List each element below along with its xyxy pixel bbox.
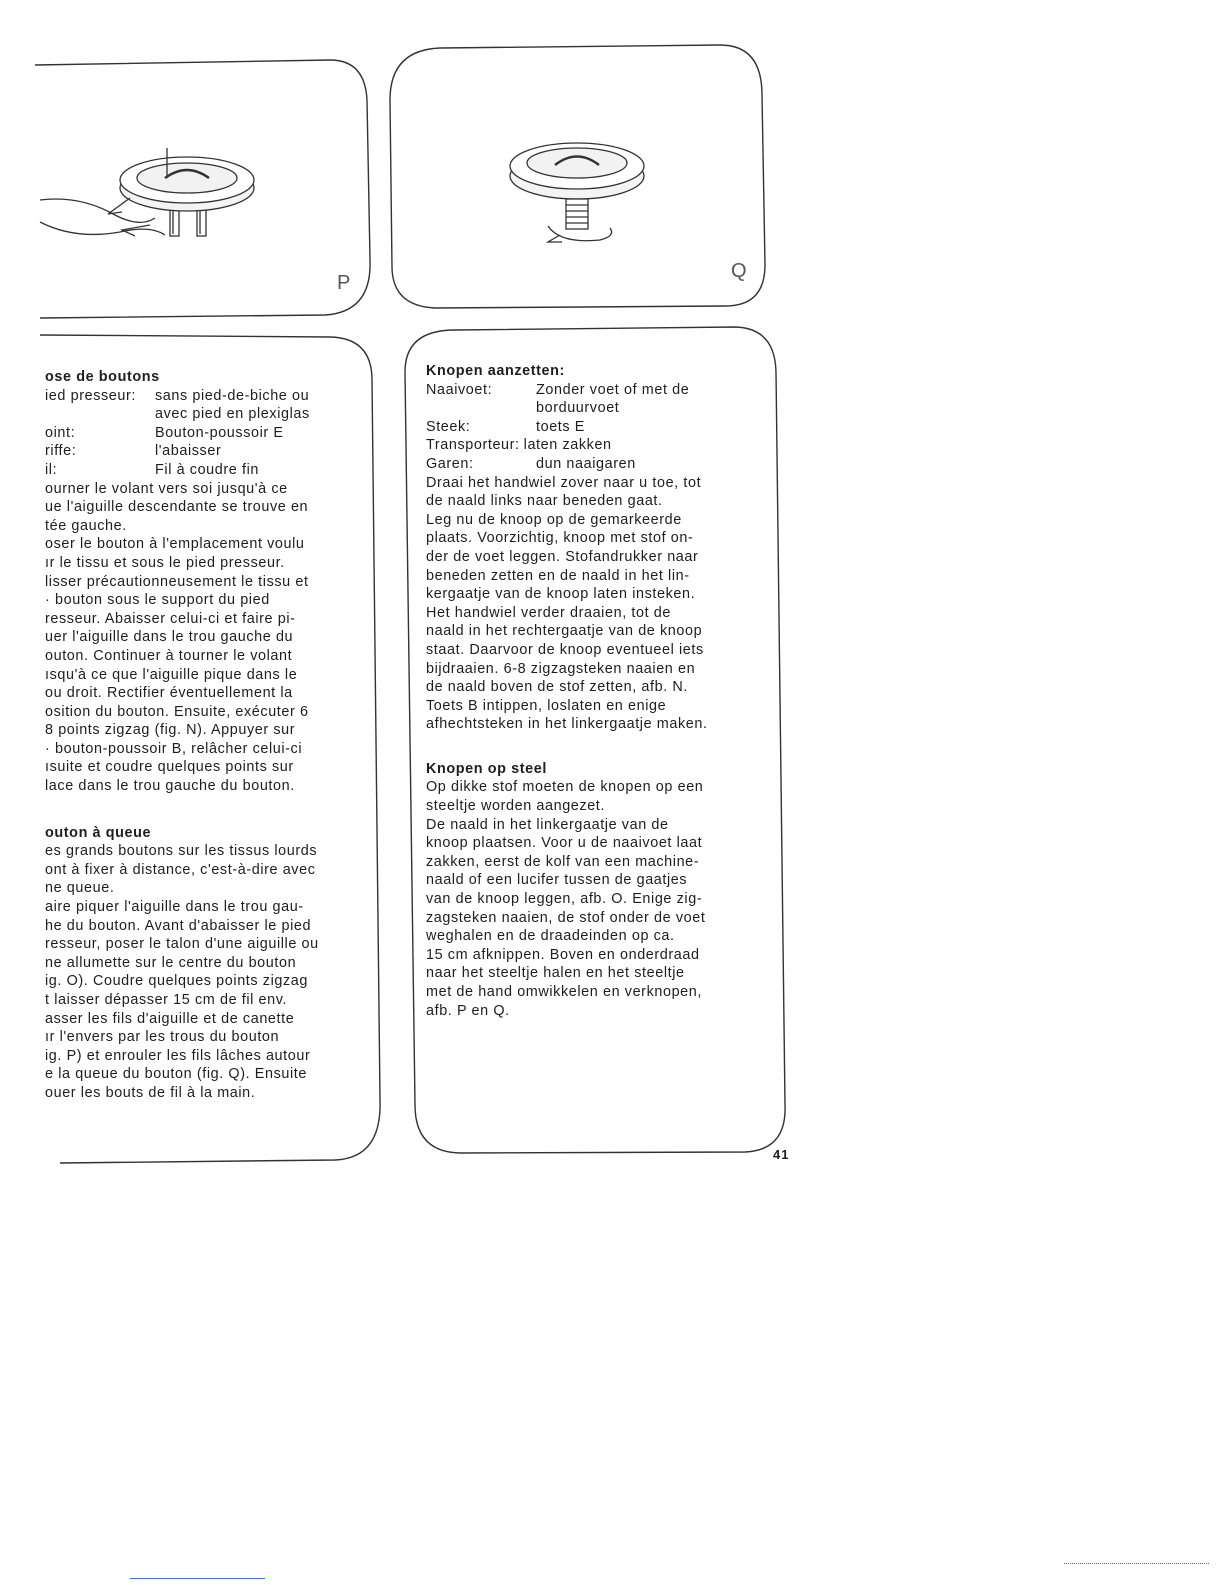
text-line: he du bouton. Avant d'abaisser le pied	[45, 917, 312, 934]
text-line: weghalen en de draadeinden op ca.	[426, 928, 675, 945]
text-line: afb. P en Q.	[426, 1002, 510, 1019]
scan-artifact-line	[130, 1578, 265, 1579]
left-heading: ose de boutons	[45, 369, 160, 385]
spec-value: borduurvoet	[536, 400, 620, 417]
left-text-column	[45, 368, 380, 1103]
right-text-column	[426, 362, 771, 1020]
text-line: steeltje worden aangezet.	[426, 798, 606, 815]
text-line: es grands boutons sur les tissus lourds	[45, 843, 318, 860]
text-line: De naald in het linkergaatje van de	[426, 816, 669, 833]
text-line: staat. Daarvoor de knoop eventueel iets	[426, 641, 704, 658]
text-line: tée gauche.	[45, 517, 127, 534]
figure-label-q: Q	[731, 260, 747, 282]
text-line: naar het steeltje halen en het steeltje	[426, 965, 685, 982]
text-line: ig. P) et enrouler les fils lâches autour	[45, 1047, 311, 1064]
text-line: resseur. Abaisser celui-ci et faire pi-	[45, 610, 296, 627]
text-line: de naald boven de stof zetten, afb. N.	[426, 679, 689, 696]
spec-value: avec pied en plexiglas	[155, 406, 310, 423]
text-line: resseur, poser le talon d'une aiguille ou	[45, 936, 319, 953]
right-body-2	[426, 778, 771, 1020]
text-line: ır le tissu et sous le pied presseur.	[45, 554, 285, 571]
text-line: naald of een lucifer tussen de gaatjes	[426, 872, 688, 889]
illustration-fig-q	[510, 143, 644, 242]
text-line: outon. Continuer à tourner le volant	[45, 647, 293, 664]
text-line: ısuite et coudre quelques points sur	[45, 759, 294, 776]
spec-key: riffe:	[45, 443, 77, 460]
text-line: afhechtsteken in het linkergaatje maken.	[426, 716, 708, 733]
spacer	[45, 796, 380, 814]
text-line: t laisser dépasser 15 cm de fil env.	[45, 992, 288, 1008]
spec-key	[426, 399, 536, 418]
scan-artifact-line	[1064, 1563, 1209, 1564]
spec-key: Steek:	[426, 418, 471, 435]
text-line: ouer les bouts de fil à la main.	[45, 1084, 256, 1101]
text-line: van de knoop leggen, afb. O. Enige zig-	[426, 891, 703, 908]
right-specs	[426, 381, 771, 474]
spec-value: Zonder voet of met de	[536, 381, 690, 398]
text-line: plaats. Voorzichtig, knoop met stof on-	[426, 530, 694, 547]
text-line: zakken, eerst de kolf van een machine-	[426, 853, 700, 870]
spec-value: sans pied-de-biche ou	[155, 387, 310, 404]
spec-value: l'abaisser	[155, 443, 222, 460]
spec-row	[426, 418, 771, 437]
spec-row	[45, 461, 380, 480]
text-line: ou droit. Rectifier éventuellement la	[45, 685, 293, 702]
text-line: 8 points zigzag (fig. N). Appuyer sur	[45, 722, 296, 739]
text-line: ısqu'à ce que l'aiguille pique dans le	[45, 666, 298, 683]
text-line: lisser précautionneusement le tissu et	[45, 573, 309, 590]
right-body	[426, 474, 771, 734]
spec-value: Fil à coudre fin	[155, 461, 259, 478]
text-line: ourner le volant vers soi jusqu'à ce	[45, 480, 288, 497]
spec-row	[426, 436, 771, 455]
spec-row	[426, 381, 771, 400]
spec-value: dun naaigaren	[536, 455, 636, 472]
text-line: naald in het rechtergaatje van de knoop	[426, 623, 703, 640]
text-line: Het handwiel verder draaien, tot de	[426, 604, 671, 621]
spec-key: Garen:	[426, 455, 474, 472]
text-line: beneden zetten en de naald in het lin-	[426, 567, 690, 584]
text-line: Leg nu de knoop op de gemarkeerde	[426, 511, 682, 528]
text-line: kergaatje van de knoop laten insteken.	[426, 586, 696, 603]
spec-row	[45, 387, 380, 406]
figure-label-p: P	[337, 272, 351, 294]
text-line: lace dans le trou gauche du bouton.	[45, 778, 295, 795]
spec-row	[426, 455, 771, 474]
spacer	[426, 734, 771, 760]
text-line: 15 cm afknippen. Boven en onderdraad	[426, 946, 700, 963]
text-line: der de voet leggen. Stofandrukker naar	[426, 548, 699, 565]
spec-row	[45, 442, 380, 461]
text-line: met de hand omwikkelen en verknopen,	[426, 984, 702, 1000]
text-line: zagsteken naaien, de stof onder de voet	[426, 909, 706, 926]
spec-value: Bouton-poussoir E	[155, 424, 284, 441]
text-line: Toets B intippen, loslaten en enige	[426, 697, 667, 714]
spec-value: laten zakken	[523, 437, 612, 454]
spec-key: Naaivoet:	[426, 381, 493, 398]
illustration-fig-p	[40, 148, 254, 236]
spec-value: toets E	[536, 418, 585, 435]
text-line: ır l'envers par les trous du bouton	[45, 1029, 280, 1046]
text-line: oser le bouton à l'emplacement voulu	[45, 536, 305, 553]
page-number: 41	[773, 1147, 790, 1162]
spec-key	[45, 405, 155, 424]
left-body-2	[45, 842, 380, 1102]
spec-row	[45, 405, 380, 424]
text-line: asser les fils d'aiguille et de canette	[45, 1010, 295, 1027]
text-line: Draai het handwiel zover naar u toe, tot	[426, 474, 702, 491]
text-line: ne queue.	[45, 880, 115, 897]
spec-row	[426, 399, 771, 418]
text-line: Op dikke stof moeten de knopen op een	[426, 779, 704, 796]
right-heading-2: Knopen op steel	[426, 760, 547, 777]
text-line: knoop plaatsen. Voor u de naaivoet laat	[426, 835, 703, 852]
text-line: ue l'aiguille descendante se trouve en	[45, 499, 309, 516]
left-body	[45, 480, 380, 796]
spec-key: oint:	[45, 424, 76, 441]
text-line: ne allumette sur le centre du bouton	[45, 954, 297, 971]
text-line: e la queue du bouton (fig. Q). Ensuite	[45, 1066, 308, 1083]
text-line: uer l'aiguille dans le trou gauche du	[45, 629, 294, 646]
text-line: ig. O). Coudre quelques points zigzag	[45, 973, 308, 990]
left-specs	[45, 387, 380, 480]
spec-key: Transporteur:	[426, 437, 520, 454]
right-heading: Knopen aanzetten:	[426, 363, 565, 379]
text-line: de naald links naar beneden gaat.	[426, 493, 663, 510]
text-line: ont à fixer à distance, c'est-à-dire avec	[45, 861, 316, 878]
spec-key: ied presseur:	[45, 387, 136, 404]
spacer	[45, 814, 380, 824]
text-line: osition du bouton. Ensuite, exécuter 6	[45, 703, 309, 720]
left-heading-2: outon à queue	[45, 824, 152, 841]
text-line: · bouton sous le support du pied	[45, 592, 270, 609]
text-line: bijdraaien. 6-8 zigzagsteken naaien en	[426, 660, 696, 677]
text-line: · bouton-poussoir B, relâcher celui-ci	[45, 740, 303, 757]
spec-row	[45, 424, 380, 443]
spec-key: il:	[45, 461, 58, 478]
text-line: aire piquer l'aiguille dans le trou gau-	[45, 899, 304, 916]
